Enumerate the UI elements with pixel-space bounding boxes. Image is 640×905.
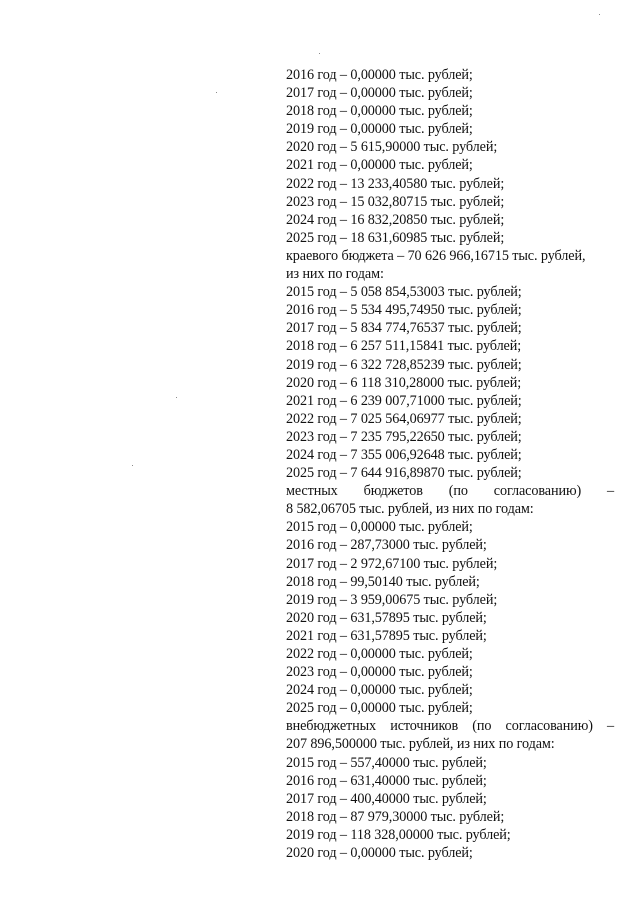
text-line: 2017 год – 400,40000 тыс. рублей;: [286, 790, 487, 807]
text-line: 2023 год – 7 235 795,22650 тыс. рублей;: [286, 428, 522, 445]
text-line: 2016 год – 0,00000 тыс. рублей;: [286, 67, 473, 83]
text-line: 2017 год – 2 972,67100 тыс. рублей;: [286, 555, 498, 572]
section-heading-local-budgets: местных бюджетов (по согласованию) –: [286, 483, 614, 500]
text-line: 2022 год – 13 233,40580 тыс. рублей;: [286, 175, 505, 192]
text-line: 207 896,500000 тыс. рублей, из них по годам:: [286, 736, 555, 753]
text-line: 2024 год – 7 355 006,92648 тыс. рублей;: [286, 446, 522, 463]
text-line: 2022 год – 0,00000 тыс. рублей;: [286, 646, 473, 662]
text-line: 2019 год – 118 328,00000 тыс. рублей;: [286, 826, 511, 843]
text-line: 2025 год – 18 631,60985 тыс. рублей;: [286, 229, 505, 246]
text-line: 2016 год – 5 534 495,74950 тыс. рублей;: [286, 302, 522, 319]
text-line: 2025 год – 0,00000 тыс. рублей;: [286, 700, 473, 717]
text-column: [286, 66, 614, 862]
text-line: из них по годам:: [286, 266, 384, 283]
text-line: 2019 год – 3 959,00675 тыс. рублей;: [286, 591, 498, 608]
scan-speck: [216, 92, 217, 93]
text-line: 2018 год – 87 979,30000 тыс. рублей;: [286, 808, 505, 825]
text-line: 2020 год – 631,57895 тыс. рублей;: [286, 609, 487, 626]
text-line: 2015 год – 0,00000 тыс. рублей;: [286, 519, 473, 536]
text-line: 2025 год – 7 644 916,89870 тыс. рублей;: [286, 465, 522, 482]
text-line: 2021 год – 6 239 007,71000 тыс. рублей;: [286, 392, 522, 409]
text-line: 2018 год – 6 257 511,15841 тыс. рублей;: [286, 338, 522, 355]
scan-speck: [319, 53, 320, 54]
text-line: 2021 год – 631,57895 тыс. рублей;: [286, 627, 487, 644]
text-line: 2020 год – 6 118 310,28000 тыс. рублей;: [286, 374, 522, 391]
section-heading-extrabudgetary-sources: внебюджетных источников (по согласованию) –: [286, 718, 614, 735]
text-line: 2023 год – 0,00000 тыс. рублей;: [286, 664, 473, 681]
scan-speck: [176, 397, 177, 398]
text-line: 2018 год – 99,50140 тыс. рублей;: [286, 573, 480, 590]
text-line: 2019 год – 0,00000 тыс. рублей;: [286, 121, 473, 138]
text-line: 8 582,06705 тыс. рублей, из них по годам:: [286, 501, 534, 518]
text-line: 2021 год – 0,00000 тыс. рублей;: [286, 157, 473, 174]
text-line: 2020 год – 5 615,90000 тыс. рублей;: [286, 139, 498, 156]
text-line: 2016 год – 287,73000 тыс. рублей;: [286, 537, 487, 554]
text-line: 2022 год – 7 025 564,06977 тыс. рублей;: [286, 410, 522, 427]
text-line: 2016 год – 631,40000 тыс. рублей;: [286, 772, 487, 789]
scan-speck: [132, 465, 133, 466]
text-line: 2015 год – 5 058 854,53003 тыс. рублей;: [286, 284, 522, 301]
text-line: 2024 год – 0,00000 тыс. рублей;: [286, 682, 473, 699]
text-line: 2018 год – 0,00000 тыс. рублей;: [286, 103, 473, 120]
text-line: 2024 год – 16 832,20850 тыс. рублей;: [286, 211, 505, 228]
section-heading-regional-budget: краевого бюджета – 70 626 966,16715 тыс. рублей,: [286, 247, 586, 264]
text-line: 2020 год – 0,00000 тыс. рублей;: [286, 845, 473, 862]
text-line: 2017 год – 5 834 774,76537 тыс. рублей;: [286, 320, 522, 337]
text-line: 2017 год – 0,00000 тыс. рублей;: [286, 85, 473, 102]
text-line: 2019 год – 6 322 728,85239 тыс. рублей;: [286, 356, 522, 373]
scan-speck: [599, 14, 600, 15]
text-line: 2015 год – 557,40000 тыс. рублей;: [286, 754, 487, 771]
text-line: 2023 год – 15 032,80715 тыс. рублей;: [286, 193, 505, 210]
